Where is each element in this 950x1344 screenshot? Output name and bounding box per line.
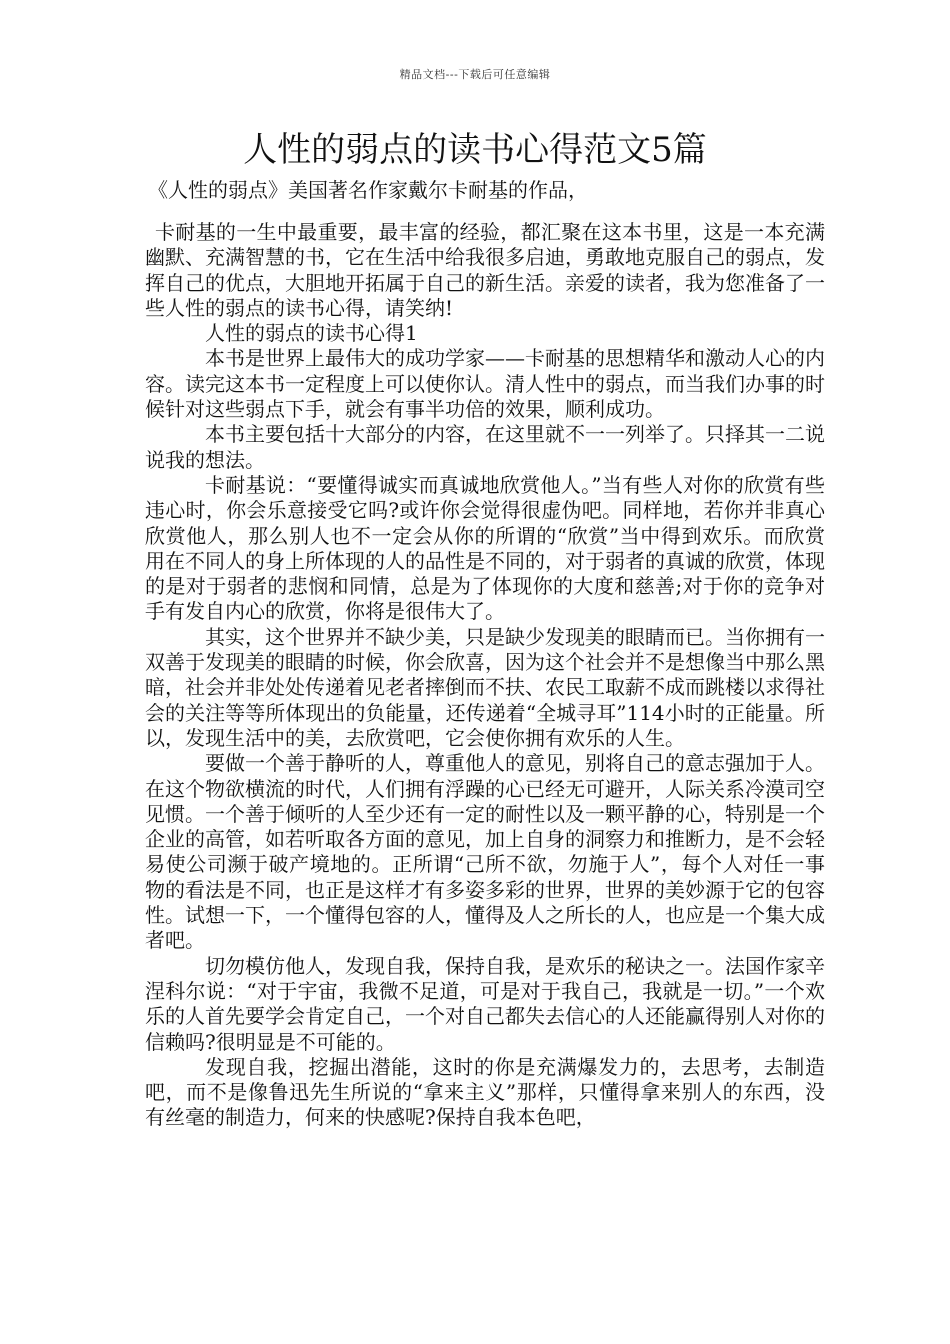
intro-paragraph: 卡耐基的一生中最重要，最丰富的经验，都汇聚在这本书里，这是一本充满幽默、充满智慧的书，它在生活中给我很多启迪，勇敢地克服自己的弱点，发挥自己的优点，大胆地开拓属于自己的新生活。亲爱的读者，我为您准备了一些人性的弱点的读书心得，请笑纳! [145,220,825,320]
body-paragraph: 本书主要包括十大部分的内容，在这里就不一一列举了。只择其一二说说我的想法。 [145,422,825,472]
body-paragraph: 卡耐基说：“要懂得诚实而真诚地欣赏他人。”当有些人对你的欣赏有些违心时，你会乐意接受它吗?或许你会觉得很虚伪吧。同样地，若你并非真心欣赏他人，那么别人也不一定会从你的所谓的“欣赏”当中得到欢乐。而欣赏用在不同人的身上所体现的人的品性是不同的，对于弱者的真诚的欣赏，体现的是对于弱者的悲悯和同情，总是为了体现你的大度和慈善;对于你的竞争对手有发自内心的欣赏，你将是很伟大了。 [145,472,825,624]
document-title: 人性的弱点的读书心得范文5篇 [243,130,707,170]
body-paragraph: 要做一个善于静听的人，尊重他人的意见，别将自己的意志强加于人。在这个物欲横流的时代，人们拥有浮躁的心已经无可避开，人际关系冷漠司空见惯。一个善于倾听的人至少还有一定的耐性以及一颗平静的心，特别是一个企业的高管，如若听取各方面的意见，加上自身的洞察力和推断力，是不会轻易使公司濒于破产境地的。正所谓“己所不欲，勿施于人”，每个人对任一事物的看法是不同，也正是这样才有多姿多彩的世界，世界的美妙源于它的包容性。试想一下，一个懂得包容的人，懂得及人之所长的人，也应是一个集大成者吧。 [145,751,825,953]
header-note: 精品文档---下载后可任意编辑 [399,68,551,81]
body-paragraph: 切勿模仿他人，发现自我，保持自我，是欢乐的秘诀之一。法国作家辛涅科尔说：“对于宇宙，我微不足道，可是对于我自己，我就是一切。”一个欢乐的人首先要学会肯定自己，一个对自己都失去信心的人还能赢得别人对你的信赖吗?很明显是不可能的。 [145,953,825,1054]
section-heading: 人性的弱点的读书心得1 [205,321,418,346]
body-paragraph: 发现自我，挖掘出潜能，这时的你是充满爆发力的，去思考，去制造吧，而不是像鲁迅先生所说的“拿来主义”那样，只懂得拿来别人的东西，没有丝毫的制造力，何来的快感呢?保持自我本色吧， [145,1054,825,1130]
body-paragraph: 其实，这个世界并不缺少美，只是缺少发现美的眼睛而已。当你拥有一双善于发现美的眼睛的时候，你会欣喜，因为这个社会并不是想像当中那么黑暗，社会并非处处传递着见老者摔倒而不扶、农民工取薪不成而跳楼以求得社会的关注等等所体现出的负能量，还传递着“全城寻耳”114小时的正能量。所以，发现生活中的美，去欣赏吧，它会使你拥有欢乐的人生。 [145,624,825,750]
document-subtitle: 《人性的弱点》美国著名作家戴尔卡耐基的作品， [148,178,588,202]
document-body [145,220,825,1131]
body-paragraph: 本书是世界上最伟大的成功学家——卡耐基的思想精华和激动人心的内容。读完这本书一定程度上可以使你认。清人性中的弱点，而当我们办事的时候针对这些弱点下手，就会有事半功倍的效果，顺利成功。 [145,346,825,422]
